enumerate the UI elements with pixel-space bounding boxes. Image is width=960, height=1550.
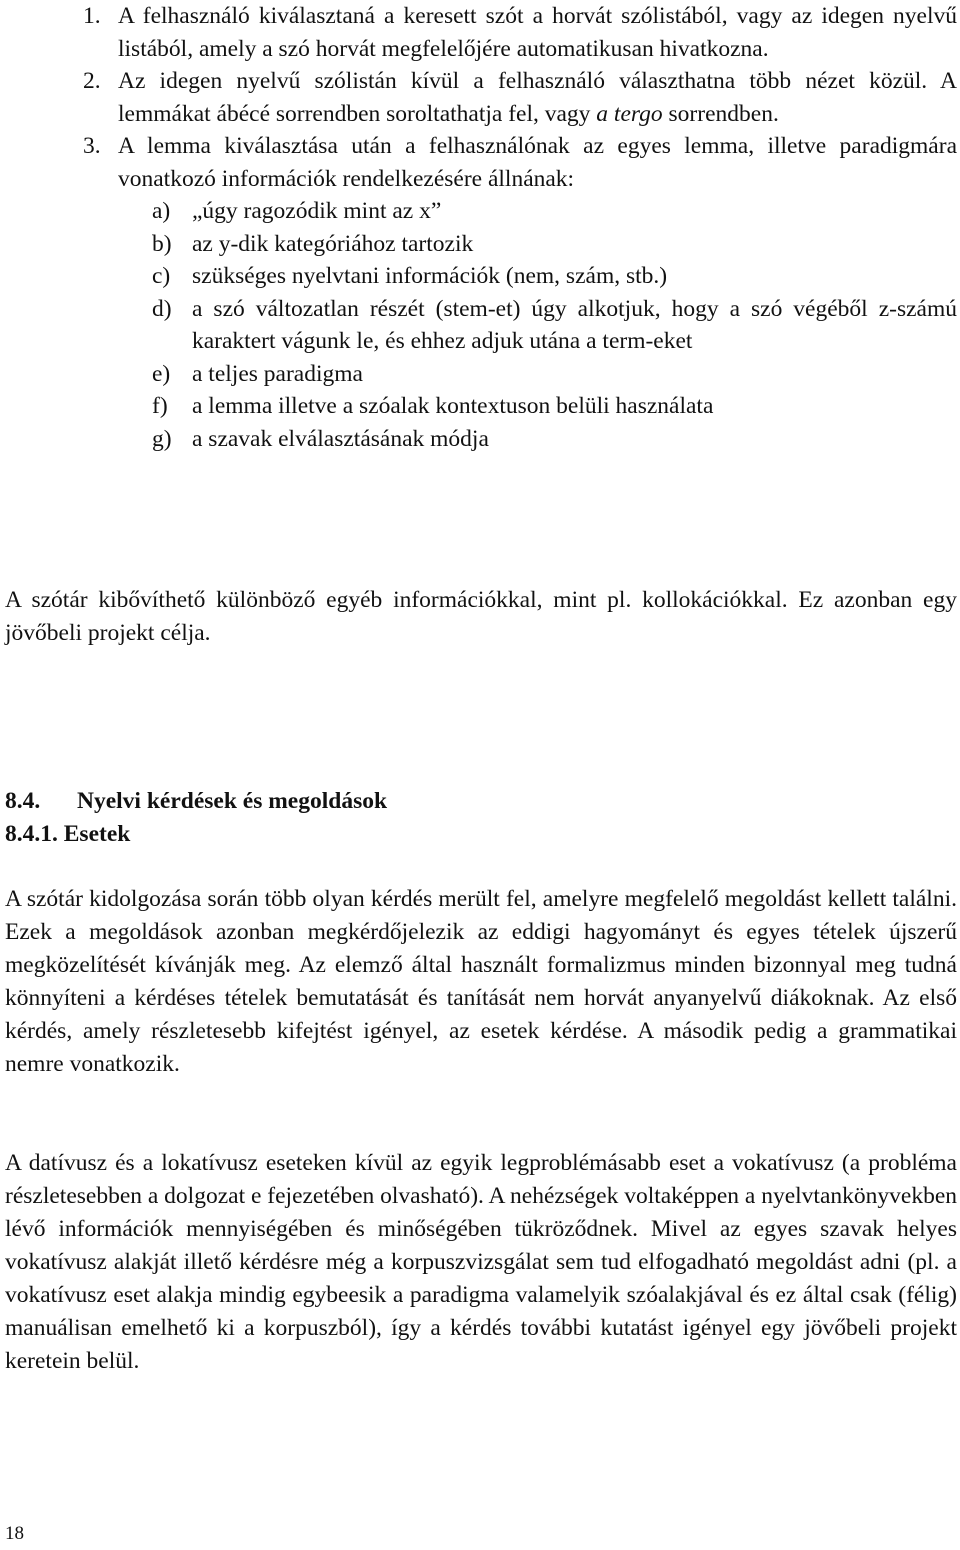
sublist-text: a teljes paradigma (192, 360, 363, 387)
sublist-item (5, 228, 957, 261)
sublist-text: a szó változatlan részét (stem-et) úgy alkotjuk, hogy a szó végéből z-számú karaktert vágunk le, és ehhez adjuk utána a term-eket (192, 295, 957, 354)
subsection-title: Esetek (63, 821, 131, 847)
sublist-label: b) (152, 230, 172, 257)
sublist-label: g) (152, 425, 172, 452)
list-number: 3. (83, 133, 101, 159)
subsection-number: 8.4.1. (5, 821, 58, 847)
section-title: Nyelvi kérdések és megoldások (77, 788, 388, 814)
section-number: 8.4. (5, 788, 41, 814)
sublist-label: a) (152, 198, 171, 224)
paragraph-questions: A szótár kidolgozása során több olyan kérdés merült fel, amelyre megfelelő megoldást kellett találni. Ezek a megoldások azonban megkérdőjelezik az eddigi hagyományt és egyes tételek újszerű megközelítését kívánják meg. Az elemző által használt formalizmus minden bizonnyal meg tudná könnyíteni a kérdéses tételek bemutatását és tanítását nem horvát anyanyelvű diákoknak. Az első kérdés, amely részletesebb kifejtést igényel, az esetek kérdése. A második pedig a grammatikai nemre vonatkozik. (5, 886, 957, 1077)
list-item (5, 130, 957, 195)
sublist-label: d) (152, 295, 172, 322)
sublist-text: szükséges nyelvtani információk (nem, szám, stb.) (192, 263, 668, 289)
list-number: 1. (83, 3, 101, 29)
sublist-text: a szavak elválasztásának módja (192, 425, 489, 452)
list-text-part: sorrendben. (662, 100, 779, 127)
list-item (5, 65, 957, 130)
numbered-list (5, 0, 957, 455)
sublist-item (5, 195, 957, 228)
sublist-item (5, 358, 957, 391)
sublist-label: f) (152, 393, 168, 419)
subsection-heading (5, 818, 130, 851)
sublist-text: az y-dik kategóriához tartozik (192, 230, 474, 257)
list-number: 2. (83, 68, 101, 94)
sublist-label: e) (152, 360, 171, 387)
list-item (5, 0, 957, 65)
section-heading (5, 785, 387, 818)
lettered-sublist (5, 195, 957, 455)
paragraph-dictionary-extension: A szótár kibővíthető különböző egyéb információkkal, mint pl. kollokációkkal. Ez azonban egy jövőbeli projekt célja. (5, 587, 957, 646)
sublist-item (5, 293, 957, 358)
page-number: 18 (5, 1523, 24, 1544)
list-text: A lemma kiválasztása után a felhasználónak az egyes lemma, illetve paradigmára vonatkozó információk rendelkezésére állnának: (118, 133, 957, 192)
list-text: A felhasználó kiválasztaná a keresett szót a horvát szólistából, vagy az idegen nyelvű listából, amely a szó horvát megfelelőjére automatikusan hivatkozna. (118, 3, 957, 62)
list-text-part: Az idegen nyelvű szólistán kívül a felhasználó választhatna több nézet közül. A lemmákat ábécé sorrendben soroltathatja fel, vagy (118, 68, 957, 127)
sublist-item (5, 390, 957, 423)
sublist-item (5, 423, 957, 456)
italic-term: a tergo (596, 100, 663, 127)
sublist-item (5, 260, 957, 293)
paragraph-vocative: A datívusz és a lokatívusz eseteken kívül az egyik legproblémásabb eset a vokatívusz (a probléma részletesebben a dolgozat e fejezetében olvasható). A nehézségek voltaképpen a nyelvtankönyvekben lévő információk mennyiségében és minőségében tükröződnek. Mivel az egyes szavak helyes vokatívusz alakját illető kérdésre még a korpuszvizsgálat sem tud elfogadható megoldást adni (pl. a vokatívusz eset alakja mindig egybeesik a paradigma valamelyik szóalakjával és ez által csak (félig) manuálisan emelhető ki a korpuszból), így a kérdés további kutatást igényel egy jövőbeli projekt keretein belül. (5, 1150, 958, 1374)
sublist-label: c) (152, 263, 171, 289)
list-text (118, 68, 957, 127)
sublist-text: a lemma illetve a szóalak kontextuson belüli használata (192, 393, 714, 419)
sublist-text: „úgy ragozódik mint az x” (192, 198, 442, 224)
